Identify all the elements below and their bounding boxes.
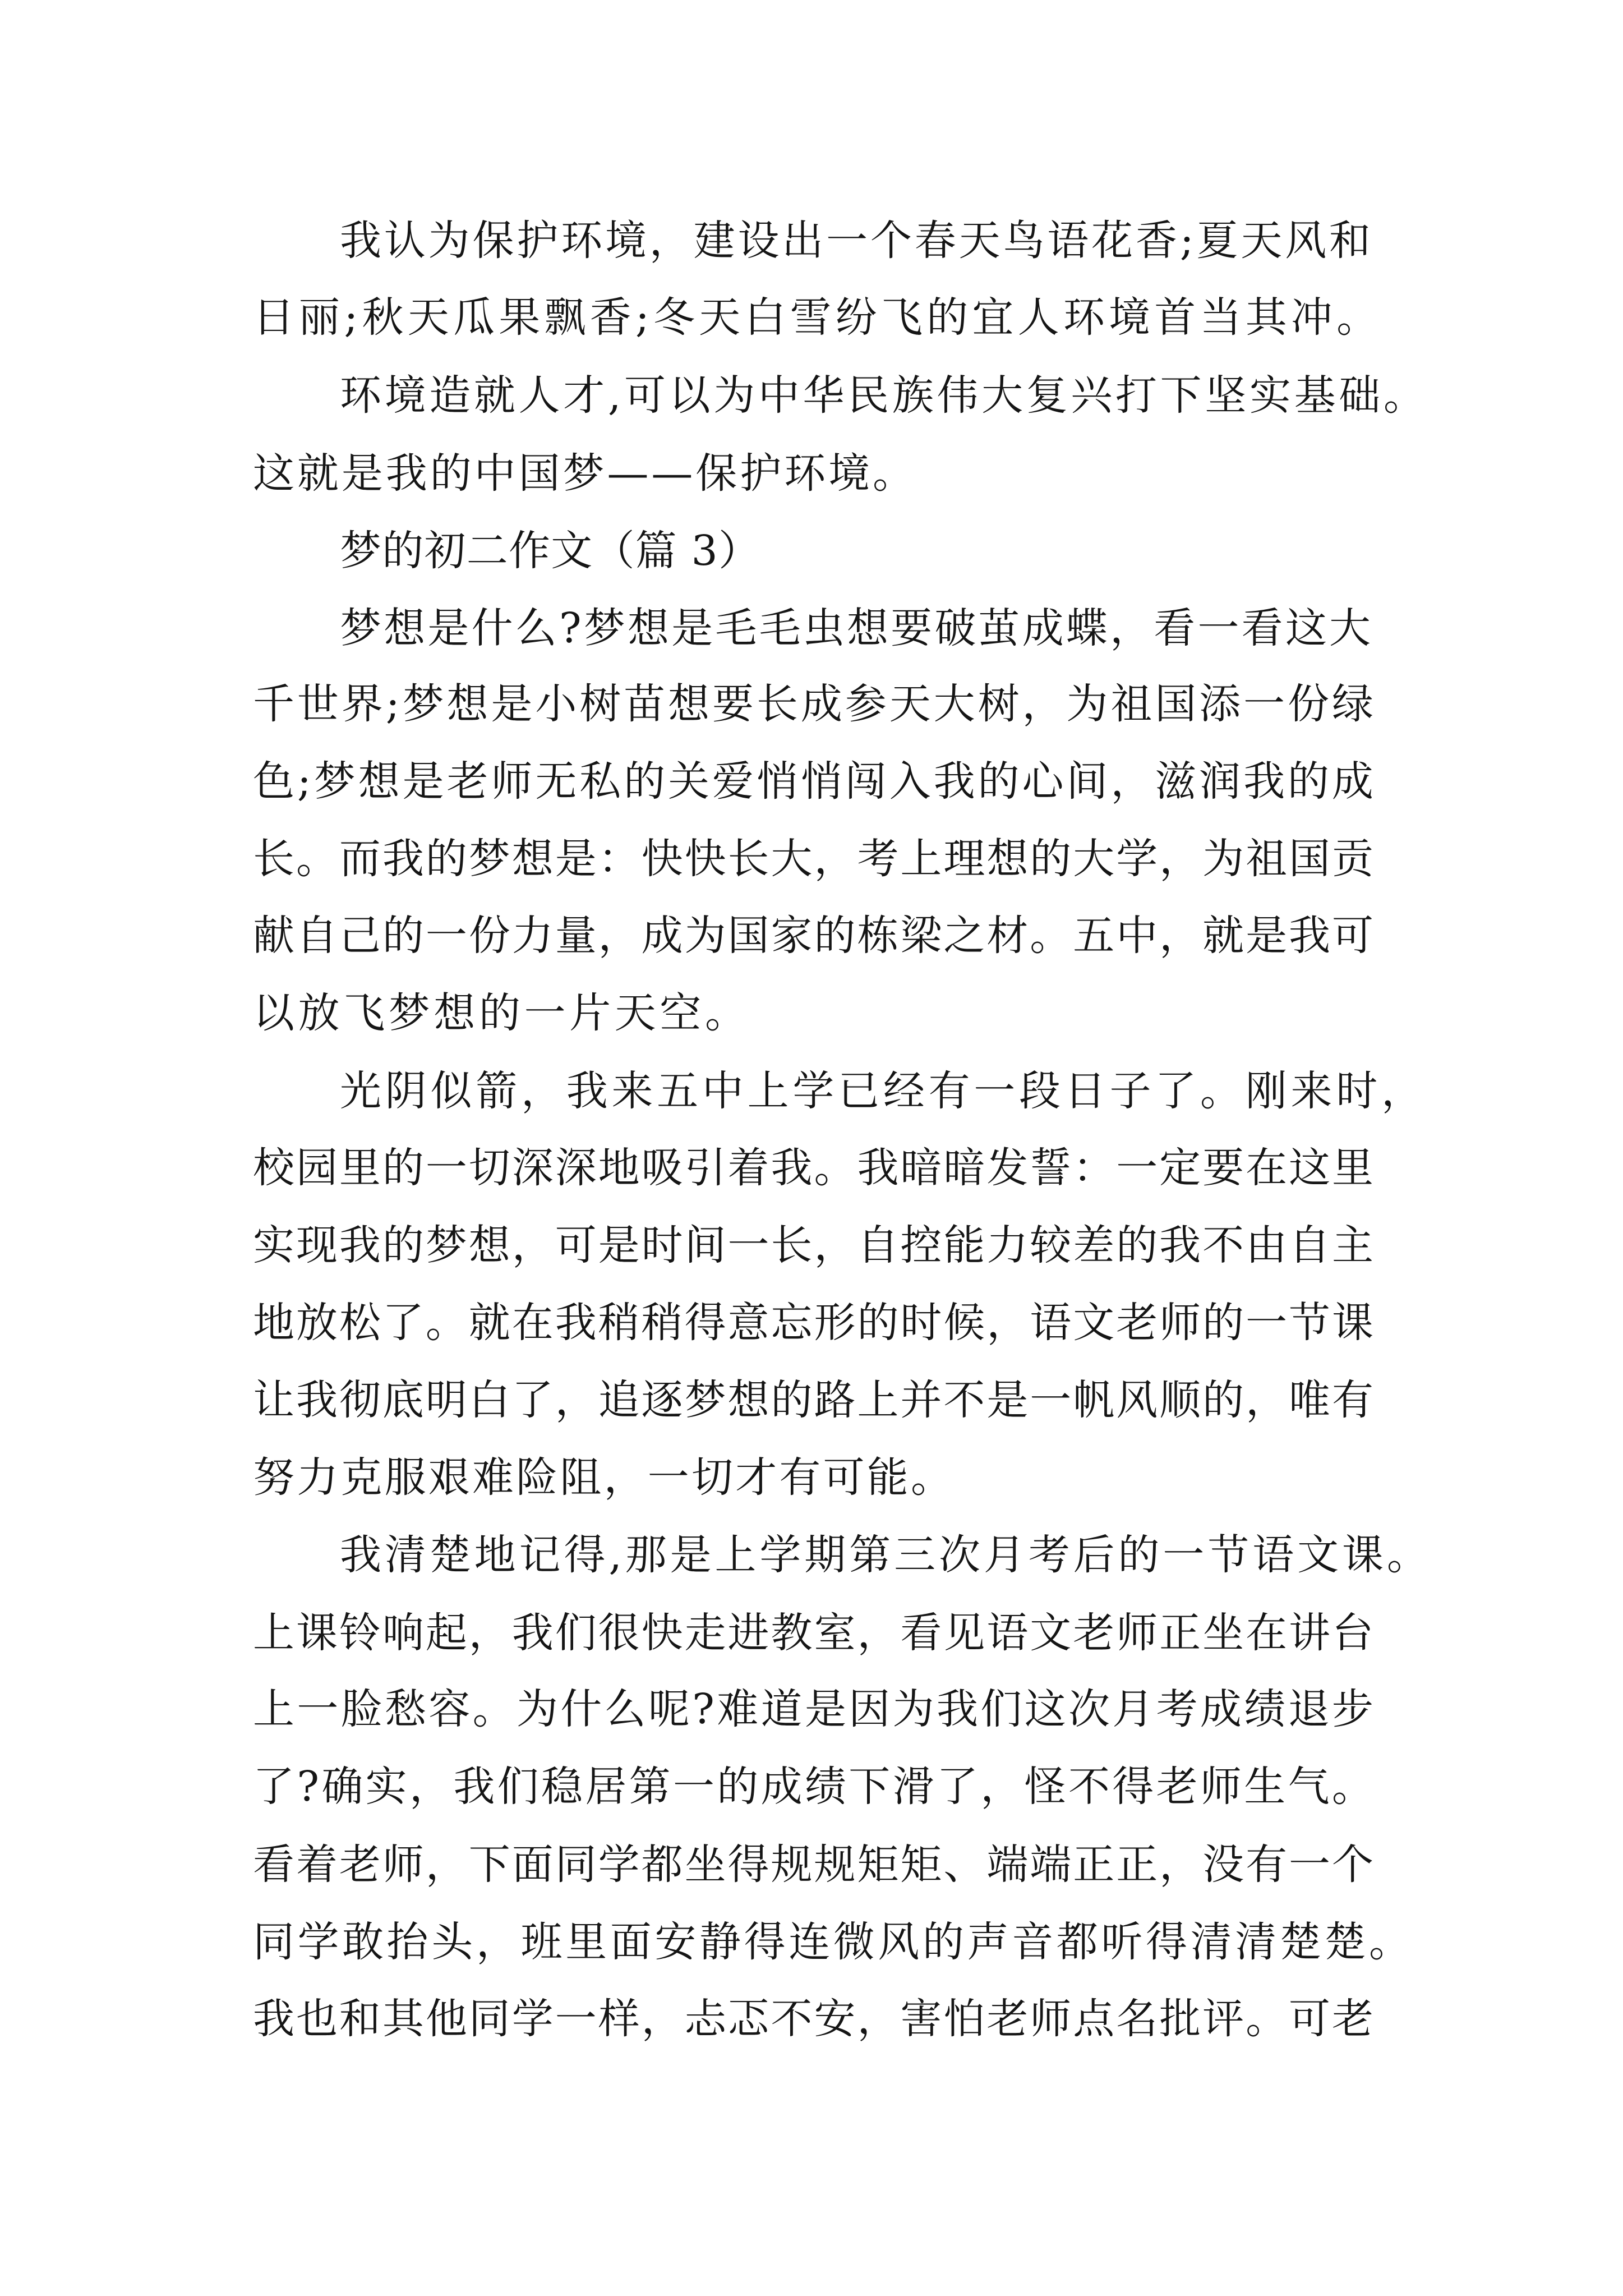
- text-line: 色;梦想是老师无私的关爱悄悄闯入我的心间，滋润我的成: [253, 757, 1376, 806]
- section-heading: 梦的初二作文（篇 3）: [340, 527, 761, 575]
- text-line: 这就是我的中国梦——保护环境。: [253, 449, 917, 498]
- text-line: 实现我的梦想，可是时间一长，自控能力较差的我不由自主: [253, 1221, 1375, 1269]
- text-line: 看着老师，下面同学都坐得规规矩矩、端端正正，没有一个: [253, 1841, 1375, 1889]
- text-line: 献自己的一份力量，成为国家的栋梁之材。五中，就是我可: [253, 912, 1375, 960]
- text-line: 我清楚地记得,那是上学期第三次月考后的一节语文课。: [340, 1531, 1432, 1579]
- text-line: 努力克服艰难险阻，一切才有可能。: [253, 1453, 955, 1502]
- text-line: 同学敢抬头，班里面安静得连微风的声音都听得清清楚楚。: [253, 1918, 1414, 1966]
- text-line: 校园里的一切深深地吸引着我。我暗暗发誓：一定要在这里: [253, 1144, 1375, 1192]
- text-line: 日丽;秋天瓜果飘香;冬天白雪纷飞的宜人环境首当其冲。: [253, 293, 1382, 342]
- text-line: 千世界;梦想是小树苗想要长成参天大树，为祖国添一份绿: [253, 680, 1376, 728]
- text-line: 我认为保护环境，建设出一个春天鸟语花香;夏天风和: [340, 217, 1373, 265]
- text-line: 梦想是什么?梦想是毛毛虫想要破茧成蝶，看一看这大: [340, 604, 1373, 652]
- text-line: 上课铃响起，我们很快走进教室，看见语文老师正坐在讲台: [253, 1609, 1375, 1657]
- text-line: 我也和其他同学一样，忐忑不安，害怕老师点名批评。可老: [253, 1995, 1375, 2043]
- text-line: 了?确实，我们稳居第一的成绩下滑了，怪不得老师生气。: [253, 1763, 1376, 1811]
- text-line: 光阴似箭，我来五中上学已经有一段日子了。刚来时，: [340, 1067, 1427, 1115]
- text-line: 长。而我的梦想是：快快长大，考上理想的大学，为祖国贡: [253, 835, 1375, 883]
- text-line: 环境造就人才,可以为中华民族伟大复兴打下坚实基础。: [340, 371, 1428, 420]
- text-line: 以放飞梦想的一片天空。: [253, 989, 750, 1037]
- text-line: 地放松了。就在我稍稍得意忘形的时候，语文老师的一节课: [253, 1299, 1375, 1347]
- text-line: 上一脸愁容。为什么呢?难道是因为我们这次月考成绩退步: [253, 1685, 1376, 1733]
- text-line: 让我彻底明白了，追逐梦想的路上并不是一帆风顺的，唯有: [253, 1376, 1375, 1424]
